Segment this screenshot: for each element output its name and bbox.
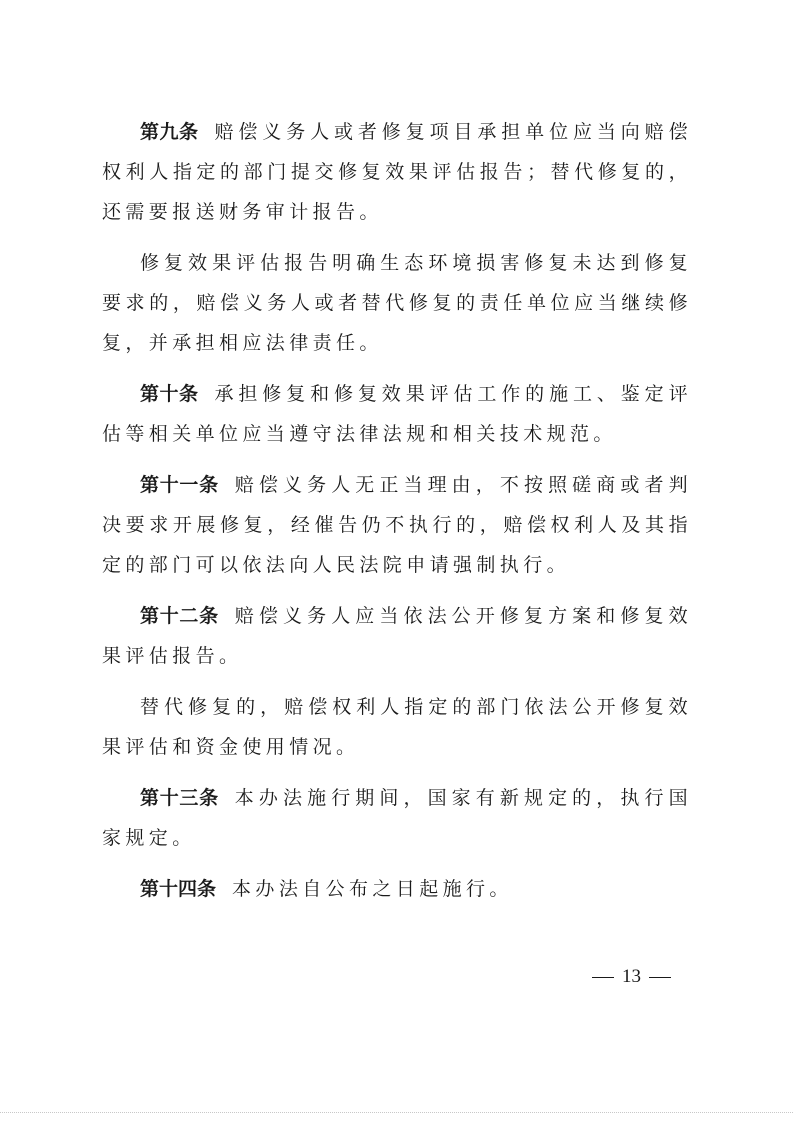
- article-text: 本办法自公布之日起施行。: [232, 878, 513, 900]
- article-14: [102, 869, 692, 909]
- page-number-value: 13: [622, 966, 641, 987]
- scan-edge-line: [0, 1112, 793, 1114]
- article-text: 赔偿义务人无正当理由，不按照磋商或者判决要求开展修复，经催告仍不执行的，赔偿权利人及其指定的部门可以依法向人民法院申请强制执行。: [102, 474, 692, 576]
- dash-right: [649, 977, 671, 978]
- page-number: [584, 966, 679, 988]
- article-heading: 第十二条: [140, 605, 219, 627]
- article-text: 赔偿义务人应当依法公开修复方案和修复效果评估报告。: [102, 605, 692, 667]
- article-text: 承担修复和修复效果评估工作的施工、鉴定评估等相关单位应当遵守法律法规和相关技术规范。: [102, 383, 692, 445]
- article-10: [102, 374, 692, 454]
- article-13: [102, 778, 692, 858]
- paragraph-text: 修复效果评估报告明确生态环境损害修复未达到修复要求的，赔偿义务人或者替代修复的责任单位应当继续修复，并承担相应法律责任。: [102, 252, 692, 354]
- article-heading: 第十三条: [140, 787, 219, 809]
- document-body: [102, 112, 692, 920]
- article-11: [102, 465, 692, 585]
- article-heading: 第九条: [140, 121, 199, 143]
- article-12: [102, 596, 692, 676]
- article-text: 本办法施行期间，国家有新规定的，执行国家规定。: [102, 787, 692, 849]
- article-text: 赔偿义务人或者修复项目承担单位应当向赔偿权利人指定的部门提交修复效果评估报告；替代修复的，还需要报送财务审计报告。: [102, 121, 692, 223]
- article-9: [102, 112, 692, 232]
- article-heading: 第十一条: [140, 474, 219, 496]
- article-heading: 第十四条: [140, 878, 217, 900]
- article-heading: 第十条: [140, 383, 199, 405]
- article-9-paragraph-2: [102, 243, 692, 363]
- article-12-paragraph-2: [102, 687, 692, 767]
- dash-left: [592, 977, 614, 978]
- paragraph-text: 替代修复的，赔偿权利人指定的部门依法公开修复效果评估和资金使用情况。: [102, 696, 692, 758]
